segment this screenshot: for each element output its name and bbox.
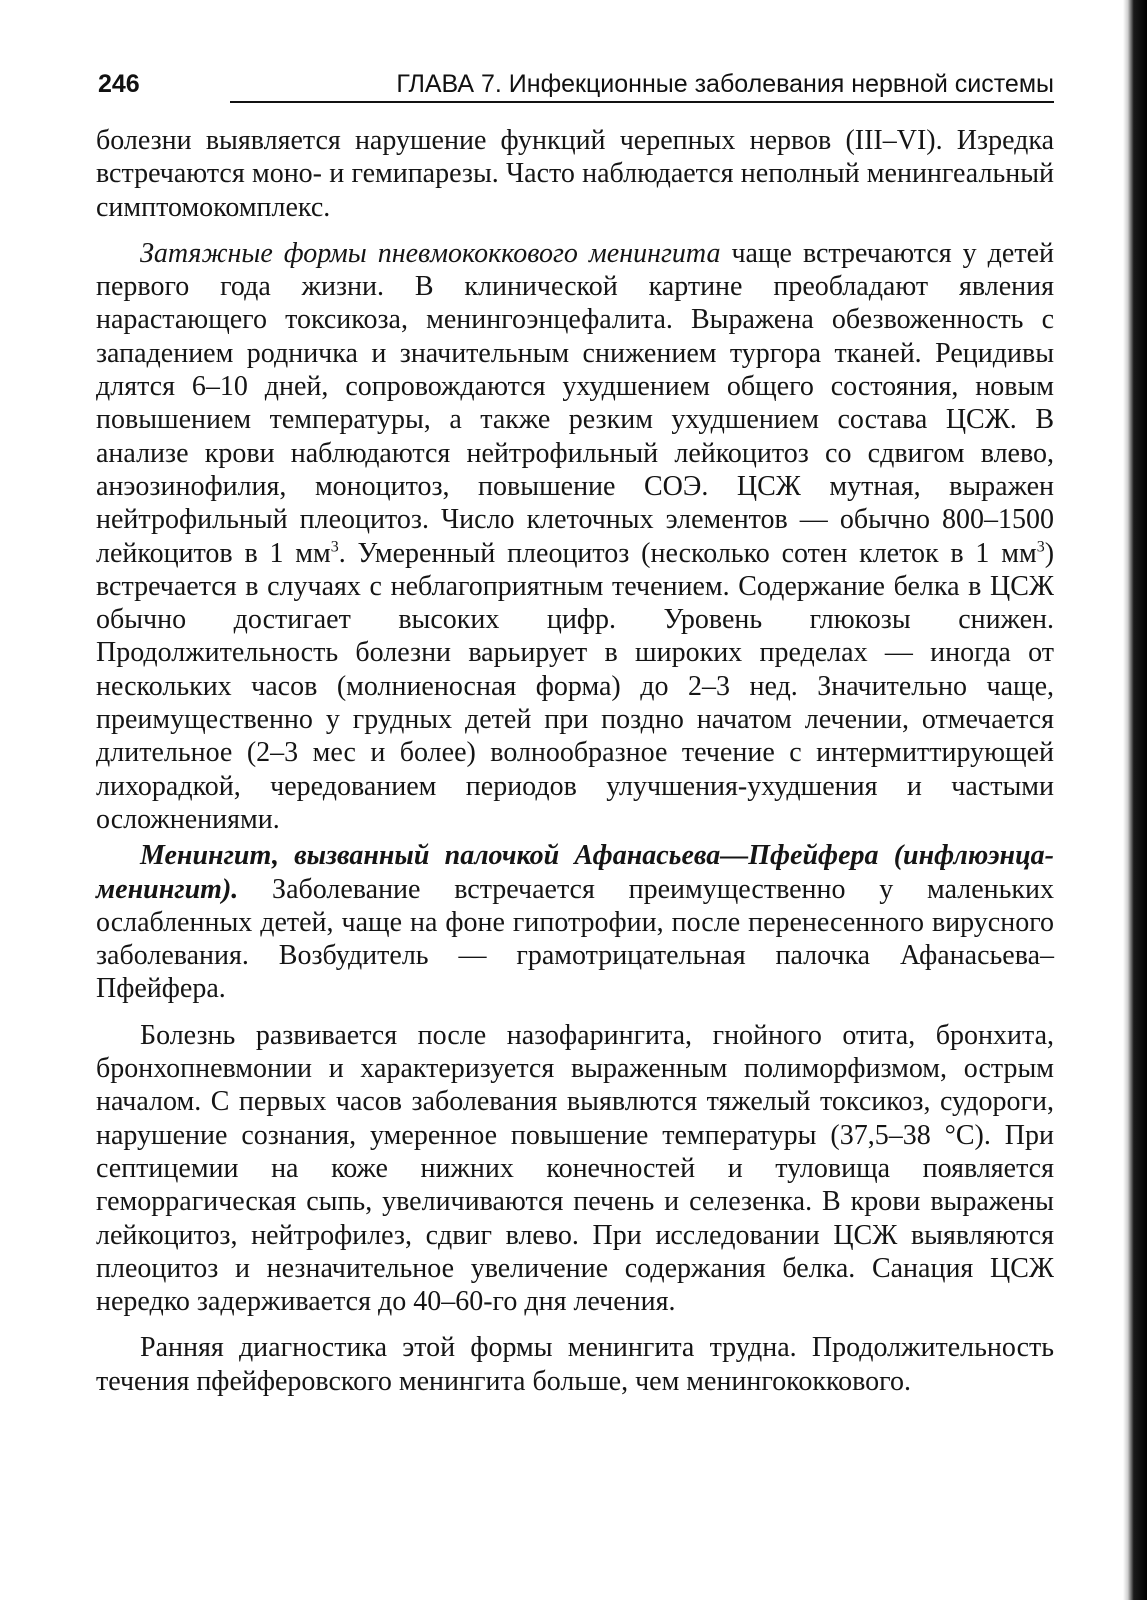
book-spine-shadow xyxy=(1123,0,1147,1600)
superscript: 3 xyxy=(1036,538,1045,556)
paragraph-5 xyxy=(96,1331,1054,1398)
paragraph-text: Ранняя диагностика этой формы менингита трудна. Продолжительность течения пфейферовского менингита больше, чем менингококкового. xyxy=(96,1332,1054,1397)
paragraph-text: Заболевание встречается преимущественно у маленьких ослабленных детей, чаще на фоне гипотрофии, после перенесенного вирусного заболевания. Возбудитель — грамотрицательная палочка Афанасьева–Пфейфера. xyxy=(96,873,1054,1005)
body-text xyxy=(96,124,1054,1411)
paragraph-1 xyxy=(96,124,1054,224)
paragraph-text: чаще встречаются у детей первого года жизни. В клинической картине преобладают явления нарастающего токсикоза, менингоэнцефалита. Выражена обезвоженность с западением родничка и значительным снижением тургора тканей. Рецидивы длятся 6–10 дней, сопровождаются ухудшением общего состояния, новым повышением температуры, а также резким ухудшением состава ЦСЖ. В анализе крови наблюдаются нейтрофильный лейкоцитоз со сдвигом влево, анэозинофилия, моноцитоз, повышение СОЭ. ЦСЖ мутная, выражен нейтрофильный плеоцитоз. Число клеточных элементов — обычно 800–1500 лейкоцитов в 1 мм xyxy=(96,237,1054,569)
paragraph-text: . Умеренный плеоцитоз (несколько сотен клеток в 1 мм xyxy=(338,537,1037,569)
paragraph-3 xyxy=(96,839,1054,1005)
running-title: ГЛАВА 7. Инфекционные заболевания нервной системы xyxy=(396,70,1054,98)
paragraph-text: Болезнь развивается после назофарингита, гнойного отита, бронхита, бронхопневмонии и характеризуется выраженным полиморфизмом, острым началом. С первых часов заболевания выявлются тяжелый токсикоз, судороги, нарушение сознания, умеренное повышение температуры (37,5–38 °С). При септицемии на коже нижних конечностей и туловища появляется геморрагическая сыпь, увеличиваются печень и селезенка. В крови выражены лейкоцитоз, нейтрофилез, сдвиг влево. При исследовании ЦСЖ выявляются плеоцитоз и незначительное увеличение содержания белка. Санация ЦСЖ нередко задерживается до 40–60-го дня лечения. xyxy=(96,1019,1054,1318)
paragraph-2 xyxy=(96,237,1054,836)
superscript: 3 xyxy=(330,538,339,556)
page-header xyxy=(98,66,1054,104)
paragraph-4 xyxy=(96,1019,1054,1319)
paragraph-text: болезни выявляется нарушение функций черепных нервов (III–VI). Изредка встречаются моно- и гемипарезы. Часто наблюдается неполный менингеальный симптомокомплекс. xyxy=(96,125,1054,223)
header-rule xyxy=(230,101,1054,103)
paragraph-lead: Менингит, вызванный палочкой Афанасьева—Пфейфера (инфлюэнца-менингит). xyxy=(96,840,1054,905)
paragraph-text: ) встречается в случаях с неблагоприятным течением. Содержание белка в ЦСЖ обычно достигает высоких цифр. Уровень глюкозы снижен. Продолжительность болезни варьирует в широких пределах — иногда от нескольких часов (молниеносная форма) до 2–3 нед. Значительно чаще, преимущественно у грудных детей при поздно начатом лечении, отмечается длительное (2–3 мес и более) волнообразное течение с интермиттирующей лихорадкой, чередованием периодов улучшения-ухудшения и частыми осложнениями. xyxy=(96,537,1055,835)
paragraph-lead: Затяжные формы пневмококкового менингита xyxy=(140,237,721,269)
page-number: 246 xyxy=(98,70,140,98)
